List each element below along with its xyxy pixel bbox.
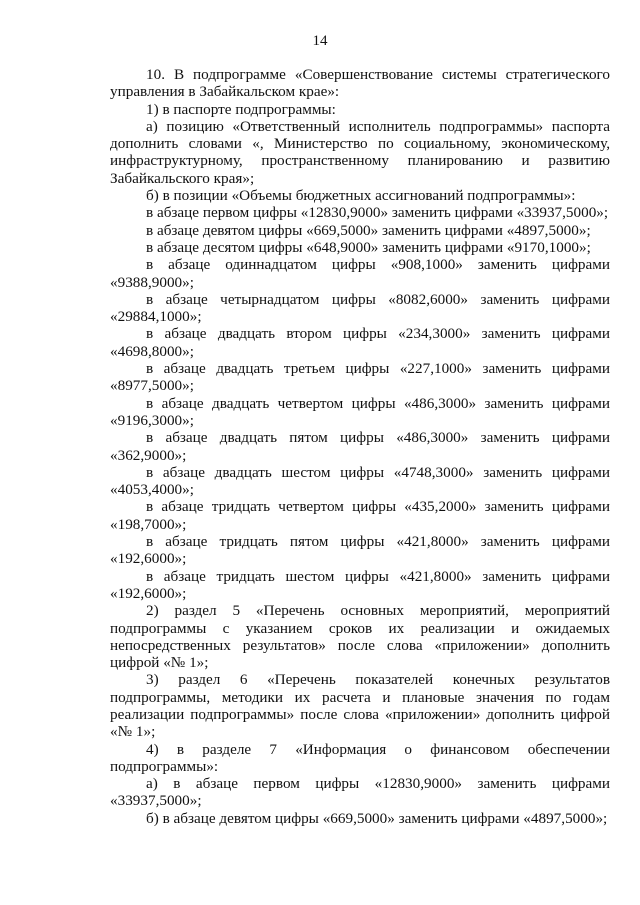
paragraph: 10. В подпрограмме «Совершенствование системы стратегического управления в Забайкальском крае»: <box>110 66 610 101</box>
paragraph: в абзаце одиннадцатом цифры «908,1000» заменить цифрами «9388,9000»; <box>110 256 610 291</box>
page-number: 14 <box>312 33 328 49</box>
paragraph: в абзаце двадцать пятом цифры «486,3000» заменить цифрами «362,9000»; <box>110 429 610 464</box>
paragraph: в абзаце двадцать четвертом цифры «486,3000» заменить цифрами «9196,3000»; <box>110 394 610 429</box>
document-body <box>110 66 610 827</box>
paragraph: а) в абзаце первом цифры «12830,9000» заменить цифрами «33937,5000»; <box>110 775 610 810</box>
paragraph: а) позицию «Ответственный исполнитель подпрограммы» паспорта дополнить словами «, Министерство по социальному, экономическому, инфраструктурному, пространственному планированию и развитию Забайкальского края»; <box>110 117 610 187</box>
paragraph: в абзаце двадцать третьем цифры «227,1000» заменить цифрами «8977,5000»; <box>110 360 610 395</box>
paragraph: в абзаце десятом цифры «648,9000» заменить цифрами «9170,1000»; <box>146 238 591 256</box>
paragraph: 4) в разделе 7 «Информация о финансовом обеспечении подпрограммы»: <box>110 740 610 775</box>
paragraph: в абзаце девятом цифры «669,5000» заменить цифрами «4897,5000»; <box>146 221 591 239</box>
paragraph: в абзаце четырнадцатом цифры «8082,6000» заменить цифрами «29884,1000»; <box>110 290 610 326</box>
paragraph: в абзаце тридцать четвертом цифры «435,2000» заменить цифрами «198,7000»; <box>110 498 610 533</box>
paragraph: 3) раздел 6 «Перечень показателей конечных результатов подпрограммы, методики их расчета и плановые значения по годам реализации подпрограммы» после слова «приложении» дополнить цифрой «№ 1»; <box>110 671 610 741</box>
paragraph: в абзаце двадцать втором цифры «234,3000» заменить цифрами «4698,8000»; <box>110 325 610 360</box>
paragraph: б) в позиции «Объемы бюджетных ассигнований подпрограммы»: <box>146 187 576 205</box>
paragraph: в абзаце первом цифры «12830,9000» заменить цифрами «33937,5000»; <box>146 204 609 222</box>
paragraph: 1) в паспорте подпрограммы: <box>146 100 336 118</box>
paragraph: в абзаце тридцать пятом цифры «421,8000» заменить цифрами «192,6000»; <box>110 533 610 568</box>
paragraph: 2) раздел 5 «Перечень основных мероприятий, мероприятий подпрограммы с указанием сроков их реализации и ожидаемых непосредственных результатов» после слова «приложении» дополнить цифрой «№ 1»; <box>110 602 610 672</box>
paragraph: б) в абзаце девятом цифры «669,5000» заменить цифрами «4897,5000»; <box>146 809 608 827</box>
paragraph: в абзаце двадцать шестом цифры «4748,3000» заменить цифрами «4053,4000»; <box>110 463 610 499</box>
paragraph: в абзаце тридцать шестом цифры «421,8000» заменить цифрами «192,6000»; <box>110 567 610 602</box>
